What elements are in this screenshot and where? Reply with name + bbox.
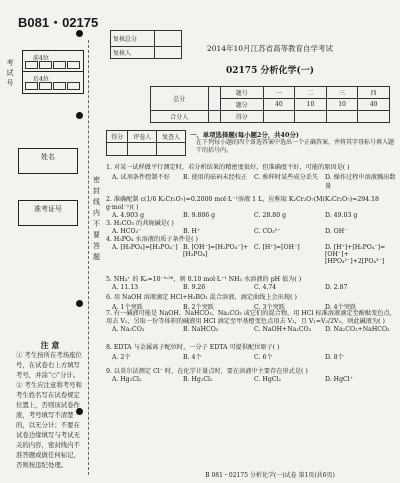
exam-number-box [22, 50, 84, 94]
binding-hole-2 [76, 112, 83, 119]
note-1: ① 考生按所在考场座位号，在试卷右上方填写考号，并涂“○”分计。 [16, 351, 82, 379]
option-c: C. HgCl₂ [254, 376, 281, 383]
option-b: B. NaHCO₃ [183, 326, 219, 333]
option-b: B. H⁺ [183, 228, 201, 235]
last4-label: 后4位 [33, 76, 49, 83]
option-d: D. 49.03 g [325, 212, 358, 219]
option-d: D. HgCl⁺ [325, 376, 354, 383]
question-4-options [112, 244, 396, 265]
binding-hole-1 [76, 30, 83, 37]
option-b: B. 9.806 g [183, 212, 216, 219]
option-d: D. 2.87 [325, 284, 348, 291]
option-b: B. 9.26 [183, 284, 206, 291]
question-9-options [112, 376, 396, 383]
option-b: B. Hg₂Cl₂ [183, 376, 213, 383]
notes-title: 注 意 [40, 340, 60, 350]
question-8: 8. EDTA 与金属离子配位时，一分子 EDTA 可提供配位原子( ) [106, 344, 280, 351]
page-footer: B 081・02175 分析化学(一)试卷 第1页(共6页) [205, 472, 335, 479]
question-5: 5. NH₄⁺ 的 Kₐ=10⁻⁹·²⁶，则 0.10 mol·L⁻¹ NH₃ 水溶液的 pH 值为( ) [106, 276, 302, 283]
review-table: 复核总分 复核人 [110, 30, 182, 59]
option-c: C. 6个 [254, 354, 273, 361]
exam-title: 2014年10月江苏省高等教育自学考试 [206, 44, 334, 53]
question-2: 2. 准确配制 c(1/6 K₂Cr₂O₇)=0.2000 mol·L⁻¹溶液 1 L，应称取 K₂Cr₂O₇(M(K₂Cr₂O₇)=294.18 g·mol⁻¹)( ) [106, 196, 379, 211]
option-d: D. 4个突跃 [325, 304, 357, 311]
option-c: C. 3个突跃 [254, 304, 285, 311]
paper-code: B081・02175 [18, 15, 99, 30]
question-3-options [112, 228, 396, 235]
option-c: C. [H⁺]=[OH⁻] [254, 244, 300, 251]
binding-hole-3 [76, 300, 83, 307]
subject-title: 02175 分析化学(一) [226, 66, 314, 76]
option-b: B. 4个 [183, 354, 202, 361]
option-a: A. Na₂CO₃ [112, 326, 145, 333]
option-a: A. 试剂条件控制不好 [112, 174, 170, 181]
option-a: A. 4.903 g [112, 212, 145, 219]
question-9: 9. 以莫尔法测定 Cl⁻ 时，在化学计量点时，要在溶液中主要存在形式是( ) [106, 368, 308, 375]
question-1-options [112, 172, 396, 190]
seal-warning: 密封线内不要答题 [93, 176, 100, 261]
option-a: A. 1个突跃 [112, 304, 143, 311]
option-c: C. CO₃²⁻ [254, 228, 281, 235]
option-a: A. 2个 [112, 354, 131, 361]
option-a: A. Hg₂Cl₂ [112, 376, 142, 383]
admission-number-field[interactable]: 准考证号 [18, 200, 78, 226]
question-2-options [112, 212, 396, 219]
question-7: 7. 有一碱液可能是 NaOH、NaHCO₃、Na₂CO₃ 或它们的混合物，用 HCl 标准溶液滴定至酚酞变色点，用去 V₁，另取一份等体积的碱液用 HCl 滴定至甲基橙变色点用去 V₂，且 V₁=V₂/2V₂，则此碱液为( ) [106, 310, 396, 325]
notes [16, 340, 84, 470]
option-d: D. 8个 [325, 354, 344, 361]
question-8-options [112, 352, 396, 361]
section-score-table: 得分 评卷人 复查人 [106, 130, 186, 156]
option-d: D. 操作过程中溶液溅出数量 [325, 174, 396, 190]
note-2: ② 考生应注意将考号和考生姓名写在试卷规定位置上，否则该试卷作废，考号填写不清楚的，以无分计；不要在试卷边缘填写与考试无关的内容，密封线内不准答题或做任何标记，否则按违纪处理。 [16, 381, 82, 469]
question-6: 6. 用 NaOH 溶液滴定 HCl+H₃BO₃ 混合溶液，滴定曲线上会出现( ) [106, 294, 297, 301]
option-b: B. 使用的砝码未经校正 [183, 174, 248, 181]
option-d: D. OH⁻ [325, 228, 348, 235]
first4-label: 前4位 [33, 55, 49, 62]
exam-number-label: 考试号 [6, 59, 14, 87]
option-a: A. 11.13 [112, 284, 139, 291]
question-4: 4. H₃PO₄ 水溶液的质子条件是( ) [106, 236, 198, 243]
question-1: 1. 对某一试样做平行测定时，若分析结果的精密度很好，但准确度不好，可能的原因是( ) [106, 164, 350, 171]
option-d: D. [H⁺]+[H₂PO₄⁻]=[OH⁻]+[HPO₄²⁻]+2[PO₄³⁻] [325, 244, 386, 265]
section-title: 一、单项选择题(每小题2分，共40分) [190, 131, 299, 139]
name-field[interactable]: 姓名 [18, 148, 78, 174]
option-b: B. 2个突跃 [183, 304, 214, 311]
question-7-options [112, 326, 396, 333]
question-5-options [112, 284, 396, 291]
section-instructions: 在下列每小题的四个备选答案中选出一个正确答案，并将其字母标号填入题干的括号内。 [196, 139, 395, 154]
option-c: C. 4.74 [254, 284, 277, 291]
option-c: C. NaOH+Na₂CO₃ [254, 326, 312, 333]
seal-dashed-line [88, 40, 89, 475]
option-a: A. [H₃PO₄]=[H₂PO₄⁻] [112, 244, 178, 251]
option-b: B. [OH⁻]=[H₂PO₄⁻]+[H₃PO₄] [183, 244, 249, 258]
question-3: 3. H₂CO₃ 的共轭碱是( ) [106, 220, 174, 227]
score-table: 总分 题号 一 二 三 四 题分 40 10 10 40 合分人 得分 [150, 86, 390, 123]
option-c: C. 28.80 g [254, 212, 287, 219]
option-a: A. HCO₃⁻ [112, 228, 142, 235]
option-c: C. 称样时某些成分丢失 [254, 174, 319, 181]
option-d: D. Na₂CO₃+NaHCO₃ [325, 326, 390, 333]
